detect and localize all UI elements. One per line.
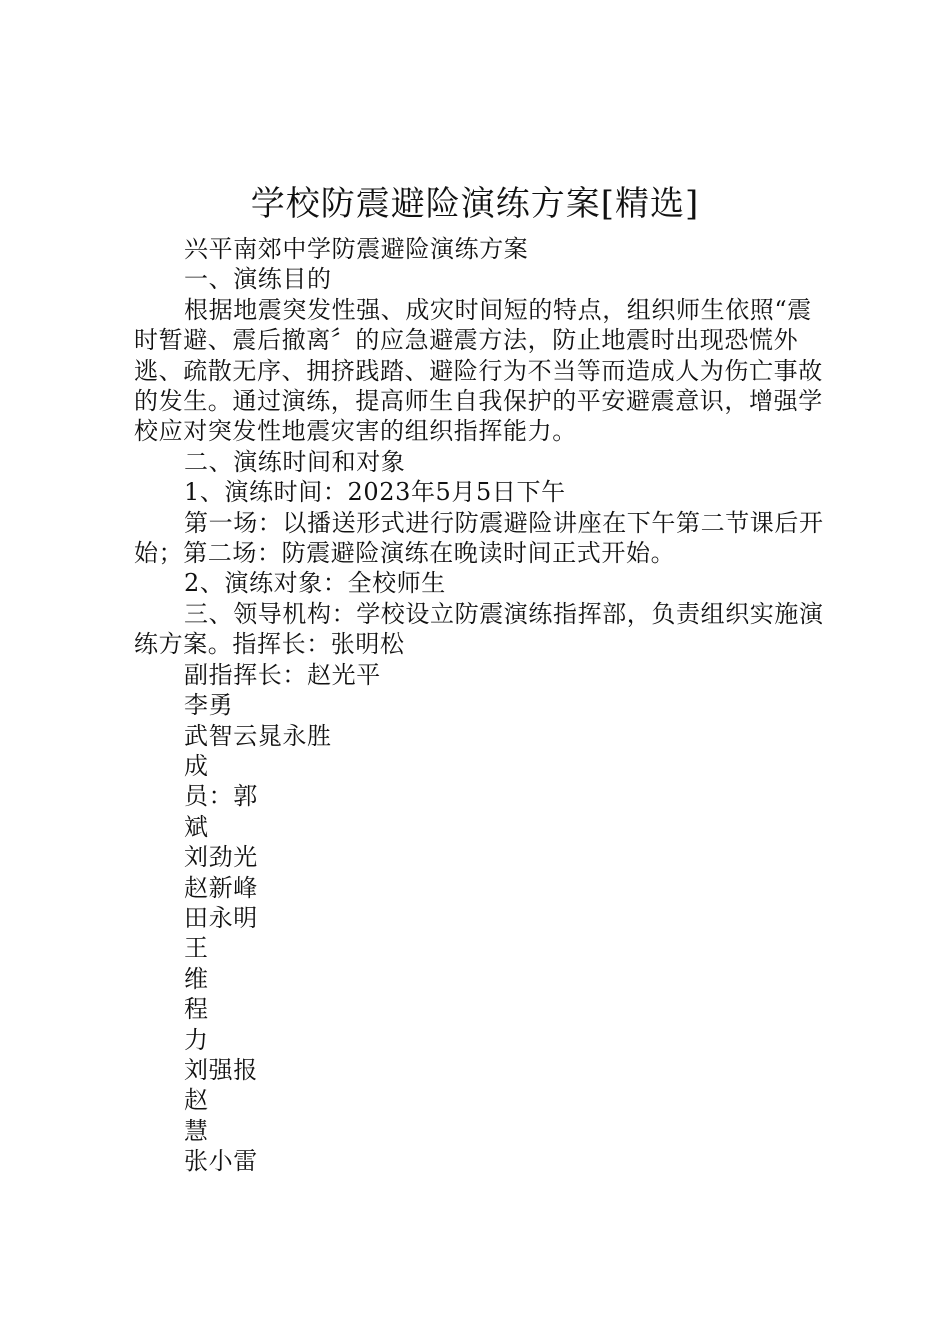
sessions-paragraph: 第一场：以播送形式进行防震避险讲座在下午第二节课后开始；第二场：防震避险演练在晚读时间正式开始。: [134, 508, 824, 568]
document-body: [134, 234, 824, 1177]
section1-title: 一、演练目的: [184, 265, 332, 294]
member-line: 田永明: [184, 903, 258, 932]
member-line: 赵新峰: [184, 873, 258, 902]
member-line: 成: [184, 751, 209, 780]
member-line: 张小雷: [184, 1147, 258, 1176]
drill-time-line: 1、演练时间：2023年5月5日下午: [184, 478, 566, 507]
member-line: 刘强报: [184, 1055, 258, 1084]
member-line: 维: [184, 964, 209, 993]
section1-paragraph: 根据地震突发性强、成灾时间短的特点，组织师生依照“震时暂避、震后撤离〞的应急避震方法，防止地震时出现恐慌外逃、疏散无序、拥挤践踏、避险行为不当等而造成人为伤亡事故的发生。通过演练，提高师生自我保护的平安避震意识，增强学校应对突发性地震灾害的组织指挥能力。: [134, 295, 823, 446]
member-line: 王: [184, 934, 209, 963]
member-line: 刘劲光: [184, 843, 258, 872]
member-line: 副指挥长：赵光平: [184, 660, 381, 689]
member-line: 斌: [184, 812, 209, 841]
section2-title: 二、演练时间和对象: [184, 447, 406, 476]
member-line: 慧: [184, 1116, 209, 1145]
section3-paragraph: 三、领导机构：学校设立防震演练指挥部，负责组织实施演练方案。指挥长：张明松: [134, 599, 824, 659]
member-line: 力: [184, 1025, 209, 1054]
member-line: 程: [184, 995, 209, 1024]
document-title: 学校防震避险演练方案[精选]: [250, 184, 700, 224]
drill-target-line: 2、演练对象：全校师生: [184, 569, 446, 598]
member-line: 赵: [184, 1086, 209, 1115]
member-line: 李勇: [184, 691, 234, 720]
member-line: 员：郭: [184, 782, 258, 811]
member-line: 武智云晁永胜: [184, 721, 332, 750]
plan-heading: 兴平南郊中学防震避险演练方案: [184, 235, 529, 263]
member-list: [134, 660, 824, 1177]
